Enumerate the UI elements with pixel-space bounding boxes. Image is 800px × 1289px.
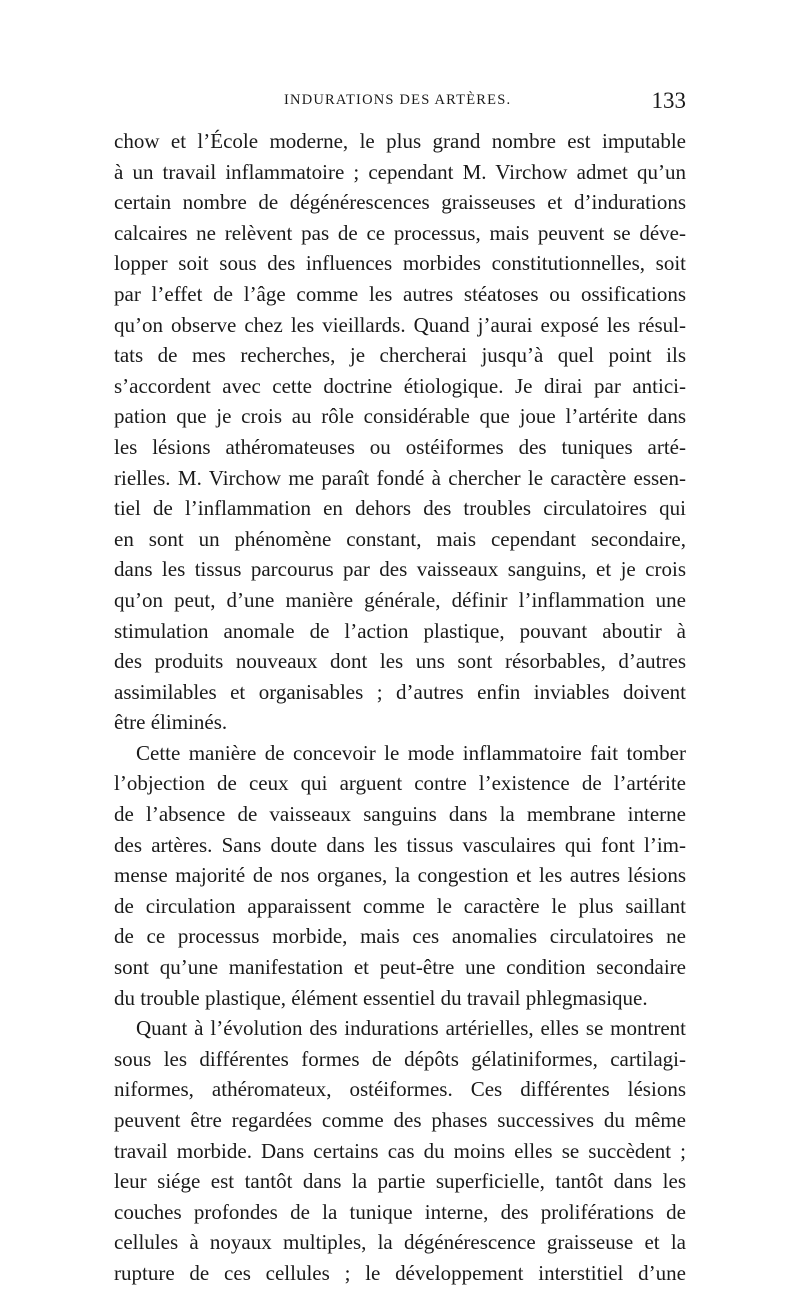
text-line: dans les tissus parcourus par des vaisseaux sanguins, et je crois [114, 557, 686, 582]
text-line: tiel de l’inflammation en dehors des troubles circulatoires qui [114, 496, 686, 521]
text-line: à un travail inflammatoire ; cependant M. Virchow admet qu’un [114, 159, 686, 184]
text-line: couches profondes de la tunique interne, des proliférations de [114, 1199, 686, 1224]
text-line: sous les différentes formes de dépôts gélatiniformes, cartilagi- [114, 1046, 686, 1071]
text-line: assimilables et organisables ; d’autres enfin inviables doivent [114, 679, 686, 704]
text-line: stimulation anomale de l’action plastique, pouvant aboutir à [114, 618, 686, 643]
text-line: cellules à noyaux multiples, la dégénérescence graisseuse et la [114, 1230, 686, 1255]
text-line: s’accordent avec cette doctrine étiologique. Je dirai par antici- [114, 373, 686, 398]
text-line: des artères. Sans doute dans les tissus vasculaires qui font l’im- [114, 832, 686, 857]
text-line: être éliminés. [114, 710, 228, 735]
page-number: 133 [651, 88, 686, 113]
text-line: chow et l’École moderne, le plus grand nombre est imputable [114, 129, 686, 153]
text-line: du trouble plastique, élément essentiel du travail phlegmasique. [114, 985, 648, 1010]
text-line: certain nombre de dégénérescences graisseuses et d’indurations [114, 190, 686, 215]
text-line: rupture de ces cellules ; le développement interstitiel d’une [114, 1260, 686, 1285]
text-line: tats de mes recherches, je chercherai jusqu’à quel point ils [114, 343, 686, 368]
text-line: niformes, athéromateux, ostéiformes. Ces différentes lésions [114, 1077, 686, 1102]
text-line: de circulation apparaissent comme le caractère le plus saillant [114, 893, 686, 918]
text-line: Cette manière de concevoir le mode inflammatoire fait tomber [136, 740, 686, 765]
text-line: qu’on peut, d’une manière générale, définir l’inflammation une [114, 587, 686, 612]
running-title: INDURATIONS DES ARTÈRES. [284, 92, 512, 108]
text-line: Quant à l’évolution des indurations artérielles, elles se montrent [136, 1016, 686, 1041]
text-line: rielles. M. Virchow me paraît fondé à chercher le caractère essen- [114, 465, 686, 490]
text-line: l’objection de ceux qui arguent contre l’existence de l’artérite [114, 771, 686, 796]
text-line: mense majorité de nos organes, la congestion et les autres lésions [114, 863, 686, 888]
text-line: par l’effet de l’âge comme les autres stéatoses ou ossifications [114, 281, 686, 306]
book-page [114, 88, 686, 1289]
text-line: de ce processus morbide, mais ces anomalies circulatoires ne [114, 924, 686, 949]
text-line: des produits nouveaux dont les uns sont résorbables, d’autres [114, 649, 686, 674]
text-line: travail morbide. Dans certains cas du moins elles se succèdent ; [114, 1138, 686, 1163]
text-line: les lésions athéromateuses ou ostéiformes des tuniques arté- [114, 434, 686, 459]
text-line: sont qu’une manifestation et peut-être une condition secondaire [114, 955, 686, 980]
text-line: qu’on observe chez les vieillards. Quand j’aurai exposé les résul- [114, 312, 686, 337]
running-head [114, 88, 686, 126]
text-line: peuvent être regardées comme des phases successives du même [114, 1108, 686, 1132]
text-line: lopper soit sous des influences morbides constitutionnelles, soit [114, 251, 686, 276]
text-line: leur siége est tantôt dans la partie superficielle, tantôt dans les [114, 1169, 686, 1194]
text-line: pation que je crois au rôle considérable que joue l’artérite dans [114, 404, 686, 429]
text-line: en sont un phénomène constant, mais cependant secondaire, [114, 526, 686, 551]
text-line: de l’absence de vaisseaux sanguins dans la membrane interne [114, 802, 686, 827]
body-text [114, 126, 686, 1289]
text-line: calcaires ne relèvent pas de ce processus, mais peuvent se déve- [114, 220, 686, 245]
